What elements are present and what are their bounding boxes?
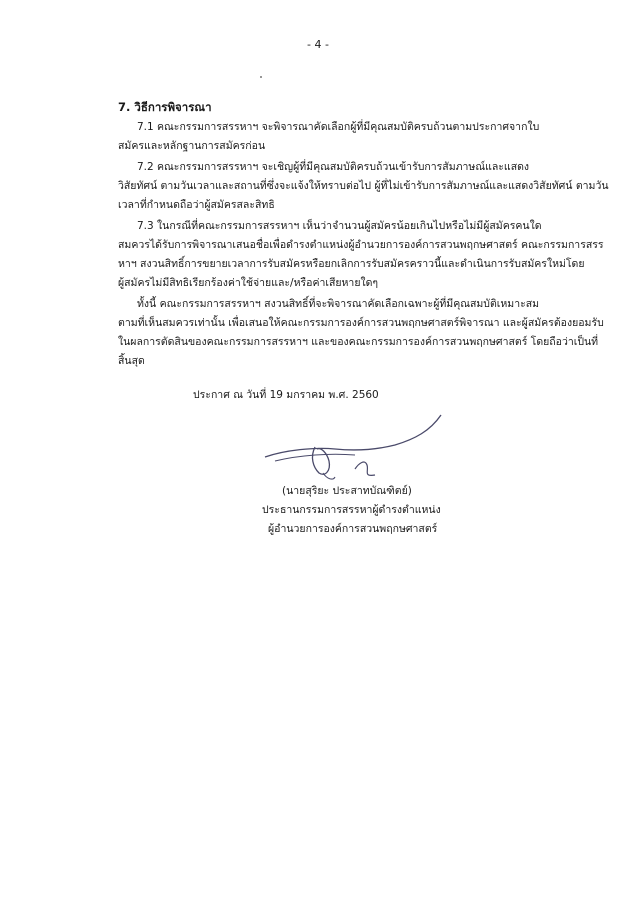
signatory-position-line-2: ผู้อำนวยการองค์การสวนพฤกษศาสตร์ (268, 523, 438, 535)
paragraph-line: 7.3 ในกรณีที่คณะกรรมการสรรหาฯ เห็นว่าจำนวนผู้สมัครน้อยเกินไปหรือไม่มีผู้สมัครคนใด (137, 220, 542, 232)
paragraph-line: สิ้นสุด (118, 355, 145, 367)
handwritten-signature (255, 395, 455, 485)
paragraph-line: ทั้งนี้ คณะกรรมการสรรหาฯ สงวนสิทธิ์ที่จะพิจารณาคัดเลือกเฉพาะผู้ที่มีคุณสมบัติเหมาะสม (137, 298, 540, 310)
paragraph-line: ผู้สมัครไม่มีสิทธิเรียกร้องค่าใช้จ่ายและ/หรือค่าเสียหายใดๆ (118, 277, 379, 289)
section-heading: 7. วิธีการพิจารณา (118, 100, 212, 114)
paragraph-line: 7.2 คณะกรรมการสรรหาฯ จะเชิญผู้ที่มีคุณสมบัติครบถ้วนเข้ารับการสัมภาษณ์และแสดง (137, 161, 530, 173)
paragraph-line: หาฯ สงวนสิทธิ์การขยายเวลาการรับสมัครหรือยกเลิกการรับสมัครคราวนี้และดำเนินการรับสมัครใหม่โดย (118, 258, 585, 270)
announcement-date: ประกาศ ณ วันที่ 19 มกราคม พ.ศ. 2560 (193, 389, 379, 401)
paragraph-line: ตามที่เห็นสมควรเท่านั้น เพื่อเสนอให้คณะกรรมการองค์การสวนพฤกษศาสตร์พิจารณา และผู้สมัครต้องยอมรับ (118, 317, 604, 329)
paragraph-line: 7.1 คณะกรรมการสรรหาฯ จะพิจารณาคัดเลือกผู้ที่มีคุณสมบัติครบถ้วนตามประกาศจากใบ (137, 121, 540, 133)
signatory-position-line-1: ประธานกรรมการสรรหาผู้ดำรงตำแหน่ง (262, 504, 441, 516)
scan-speck (260, 76, 262, 78)
paragraph-line: ในผลการตัดสินของคณะกรรมการสรรหาฯ และของคณะกรรมการองค์การสวนพฤกษศาสตร์ โดยถือว่าเป็นที่ (118, 336, 599, 348)
paragraph-line: สมควรได้รับการพิจารณาเสนอชื่อเพื่อดำรงตำแหน่งผู้อำนวยการองค์การสวนพฤกษศาสตร์ คณะกรรมการสรร (118, 239, 604, 251)
paragraph-line: สมัครและหลักฐานการสมัครก่อน (118, 140, 266, 152)
signatory-name: (นายสุริยะ ประสาทบัณฑิตย์) (282, 485, 412, 497)
paragraph-line: เวลาที่กำหนดถือว่าผู้สมัครสละสิทธิ (118, 199, 275, 211)
page-number: - 4 - (307, 38, 329, 51)
paragraph-line: วิสัยทัศน์ ตามวันเวลาและสถานที่ซึ่งจะแจ้งให้ทราบต่อไป ผู้ที่ไม่เข้ารับการสัมภาษณ์และแสดงวิสัยทัศน์ ตามวัน (118, 180, 609, 192)
